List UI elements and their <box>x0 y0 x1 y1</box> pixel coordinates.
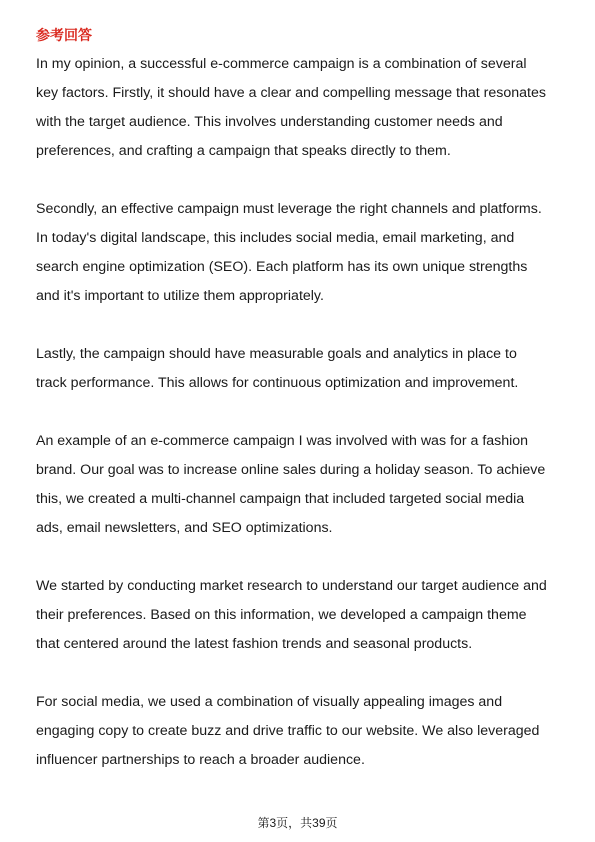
paragraph-line: An example of an e-commerce campaign I was involved with was for a fashion <box>36 433 529 449</box>
paragraph-line: In today's digital landscape, this includes social media, email marketing, and <box>36 230 515 246</box>
paragraph-line: Secondly, an effective campaign must leverage the right channels and platforms. <box>36 201 542 217</box>
paragraph-line: In my opinion, a successful e-commerce campaign is a combination of several <box>36 56 527 72</box>
paragraph-line: their preferences. Based on this information, we developed a campaign theme <box>36 607 527 623</box>
paragraph-line: key factors. Firstly, it should have a clear and compelling message that resonates <box>36 85 546 101</box>
paragraph-line: preferences, and crafting a campaign that speaks directly to them. <box>36 143 451 159</box>
page-footer: 第3页，共39页 <box>257 816 338 830</box>
paragraph-6 <box>36 688 561 775</box>
paragraph-line: and it's important to utilize them appropriately. <box>36 288 324 304</box>
paragraph-5 <box>36 572 561 659</box>
paragraph-line: that centered around the latest fashion trends and seasonal products. <box>36 636 473 652</box>
paragraph-1 <box>36 50 561 166</box>
paragraph-line: We started by conducting market research to understand our target audience and <box>36 578 547 594</box>
paragraph-line: this, we created a multi-channel campaign that included targeted social media <box>36 491 525 507</box>
paragraph-line: For social media, we used a combination of visually appealing images and <box>36 694 503 710</box>
section-heading: 参考回答 <box>36 27 92 43</box>
paragraph-4 <box>36 427 561 543</box>
paragraph-3 <box>36 340 561 398</box>
answer-body <box>36 50 561 804</box>
paragraph-line: engaging copy to create buzz and drive traffic to our website. We also leveraged <box>36 723 540 739</box>
paragraph-line: with the target audience. This involves understanding customer needs and <box>36 114 503 130</box>
paragraph-line: Lastly, the campaign should have measurable goals and analytics in place to <box>36 346 517 362</box>
paragraph-line: brand. Our goal was to increase online sales during a holiday season. To achieve <box>36 462 546 478</box>
paragraph-line: track performance. This allows for continuous optimization and improvement. <box>36 375 519 391</box>
paragraph-line: influencer partnerships to reach a broader audience. <box>36 752 365 768</box>
paragraph-line: ads, email newsletters, and SEO optimizations. <box>36 520 333 536</box>
paragraph-2 <box>36 195 561 311</box>
paragraph-line: search engine optimization (SEO). Each platform has its own unique strengths <box>36 259 528 275</box>
